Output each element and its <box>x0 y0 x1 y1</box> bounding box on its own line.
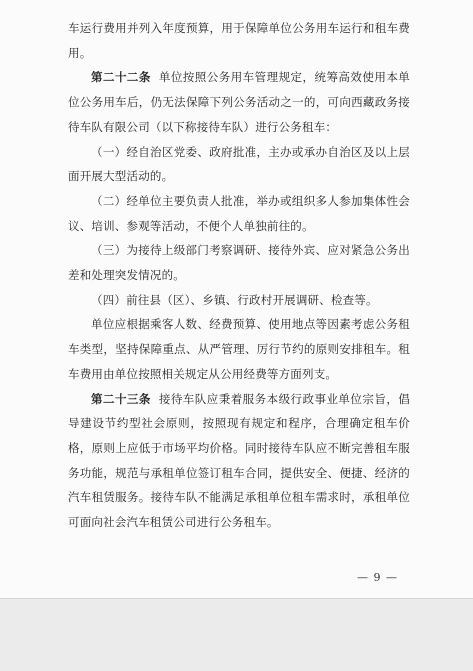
paragraph-item-3: （三）为接待上级部门考察调研、接待外宾、应对紧急公务出差和处理突发情况的。 <box>68 243 410 283</box>
article-23-text: 接待车队应秉着服务本级行政事业单位宗旨，倡导建设节约型社会原则，按照现有规定和程序，合理确定租车价格，原则上应低于市场平均价格。同时接待车队应不断完善租车服务功能，规范与承租单位签订租车合同，提供安全、便捷、经济的汽车租赁服务。接待车队不能满足承租单位租车需求时，承租单位可面向社会汽车租赁公司进行公务租车。 <box>68 391 410 530</box>
article-23-heading: 第二十三条 <box>91 391 151 406</box>
viewer-background <box>0 599 473 671</box>
page-number: — 9 — <box>357 571 398 584</box>
paragraph-item-2: （二）经单位主要负责人批准，举办或组织多人参加集体性会议、培训、参观等活动，不便个人单独前往的。 <box>68 193 410 233</box>
article-22-heading: 第二十二条 <box>91 70 151 85</box>
paragraph-article-23 <box>68 387 410 535</box>
paragraph-item-1: （一）经自治区党委、政府批准，主办或承办自治区及以上层面开展大型活动的。 <box>68 144 410 184</box>
paragraph-article-22 <box>68 65 410 139</box>
document-body <box>68 16 410 535</box>
paragraph-item-4: （四）前往县（区）、乡镇、行政村开展调研、检查等。 <box>91 292 378 307</box>
paragraph-rental-rules: 单位应根据乘客人数、经费预算、使用地点等因素考虑公务租车类型，坚持保障重点、从严管理、厉行节约的原则安排租车。租车费用由单位按照相关规定从公用经费等方面列支。 <box>68 317 410 381</box>
article-22-text: 单位按照公务用车管理规定，统筹高效使用本单位公务用车后，仍无法保障下列公务活动之一的，可向西藏政务接待车队有限公司（以下称接待车队）进行公务租车： <box>68 70 410 134</box>
paragraph-continuation: 车运行费用并列入年度预算，用于保障单位公务用车运行和租车费用。 <box>68 21 410 60</box>
